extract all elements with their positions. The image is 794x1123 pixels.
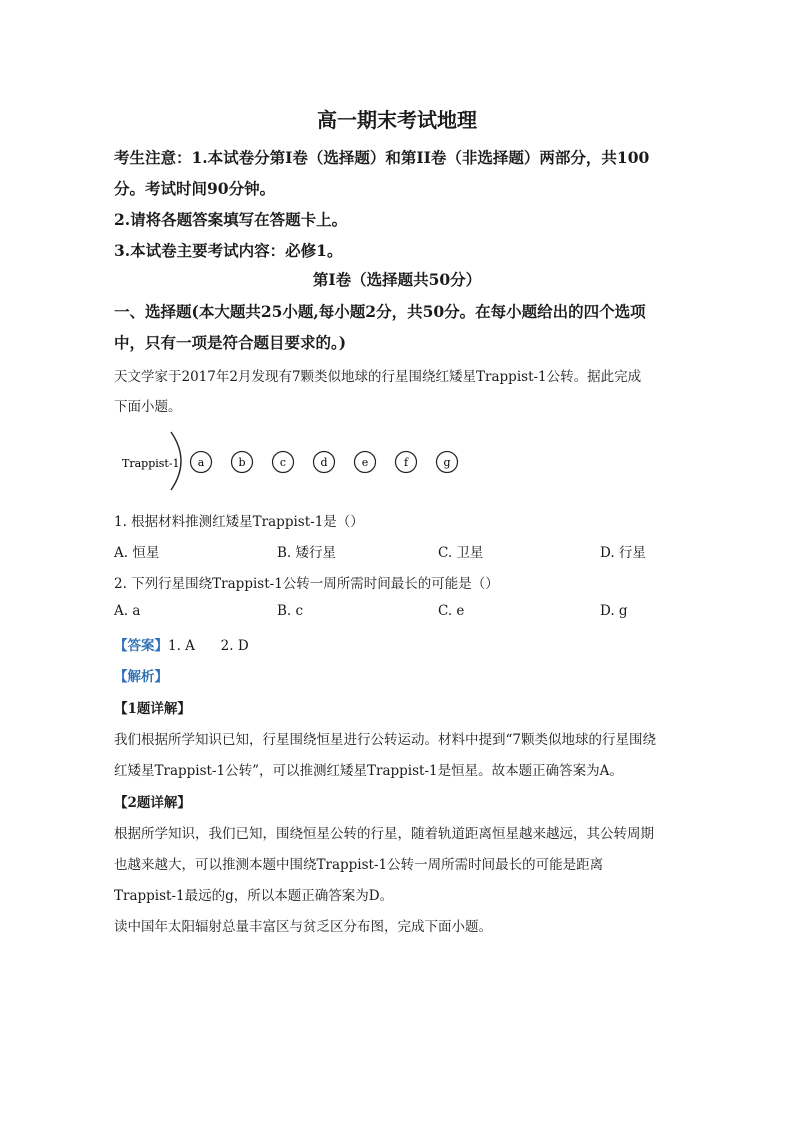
detail1-line-1: 我们根据所学知识已知，行星围绕恒星进行公转运动。材料中提到“7颗类似地球的行星围绕 xyxy=(114,732,656,748)
q2-option-a[interactable]: A. a xyxy=(114,603,141,619)
planet-label-e: e xyxy=(361,456,369,469)
detail2-line-3: Trappist-1最远的g，所以本题正确答案为D。 xyxy=(114,888,394,904)
detail1-label: 【1题详解】 xyxy=(114,701,191,717)
answer-label: 【答案】 xyxy=(114,638,168,654)
q2-option-d[interactable]: D. g xyxy=(600,603,628,619)
planet-label-c: c xyxy=(279,456,287,469)
section-title: 第Ⅰ卷（选择题共50分） xyxy=(312,270,482,289)
planet-group xyxy=(191,452,458,473)
instructions-line-2: 中，只有一项是符合题目要求的。) xyxy=(114,333,347,352)
answer-text: 1. A 2. D xyxy=(168,638,249,654)
detail2-line-2: 也越来越大，可以推测本题中围绕Trappist-1公转一周所需时间最长的可能是距离 xyxy=(114,857,604,873)
q1-option-b[interactable]: B. 矮行星 xyxy=(277,545,337,561)
planet-label-d: d xyxy=(320,456,328,469)
planet-label-f: f xyxy=(403,456,409,469)
detail1-line-2: 红矮星Trappist-1公转”，可以推测红矮星Trappist-1是恒星。故本题正确答案为A。 xyxy=(114,763,623,779)
answer-line xyxy=(114,634,249,654)
planet-label-b: b xyxy=(238,456,246,469)
detail2-label: 【2题详解】 xyxy=(114,795,191,811)
notice-line-1: 考生注意：1.本试卷分第Ⅰ卷（选择题）和第II卷（非选择题）两部分，共100 xyxy=(114,148,650,167)
notice-line-2: 分。考试时间90分钟。 xyxy=(114,179,276,198)
next-material: 读中国年太阳辐射总量丰富区与贫乏区分布图，完成下面小题。 xyxy=(114,919,492,935)
q2-option-b[interactable]: B. c xyxy=(277,603,304,619)
q1-option-a[interactable]: A. 恒星 xyxy=(114,545,160,561)
instructions-line-1: 一、选择题(本大题共25小题,每小题2分，共50分。在每小题给出的四个选项 xyxy=(114,302,646,321)
material-line-1: 天文学家于2017年2月发现有7颗类似地球的行星围绕红矮星Trappist-1公转。据此完成 xyxy=(114,369,642,385)
q1-option-d[interactable]: D. 行星 xyxy=(600,545,646,561)
q1-stem: 1. 根据材料推测红矮星Trappist-1是（） xyxy=(114,514,364,530)
star-label: Trappist-1 xyxy=(122,457,180,470)
detail2-line-1: 根据所学知识，我们已知，围绕恒星公转的行星，随着轨道距离恒星越来越远，其公转周期 xyxy=(114,826,654,842)
notice-line-3: 2.请将各题答案填写在答题卡上。 xyxy=(114,210,348,229)
q2-option-c[interactable]: C. e xyxy=(438,603,465,619)
trappist-figure xyxy=(114,428,474,494)
notice-line-4: 3.本试卷主要考试内容：必修1。 xyxy=(114,241,343,260)
q1-option-c[interactable]: C. 卫星 xyxy=(438,545,484,561)
q2-stem: 2. 下列行星围绕Trappist-1公转一周所需时间最长的可能是（） xyxy=(114,576,499,592)
page-title: 高一期末考试地理 xyxy=(317,108,477,132)
material-line-2: 下面小题。 xyxy=(114,399,182,415)
planet-label-g: g xyxy=(443,456,451,469)
planet-label-a: a xyxy=(197,456,205,469)
analysis-label: 【解析】 xyxy=(114,669,168,685)
